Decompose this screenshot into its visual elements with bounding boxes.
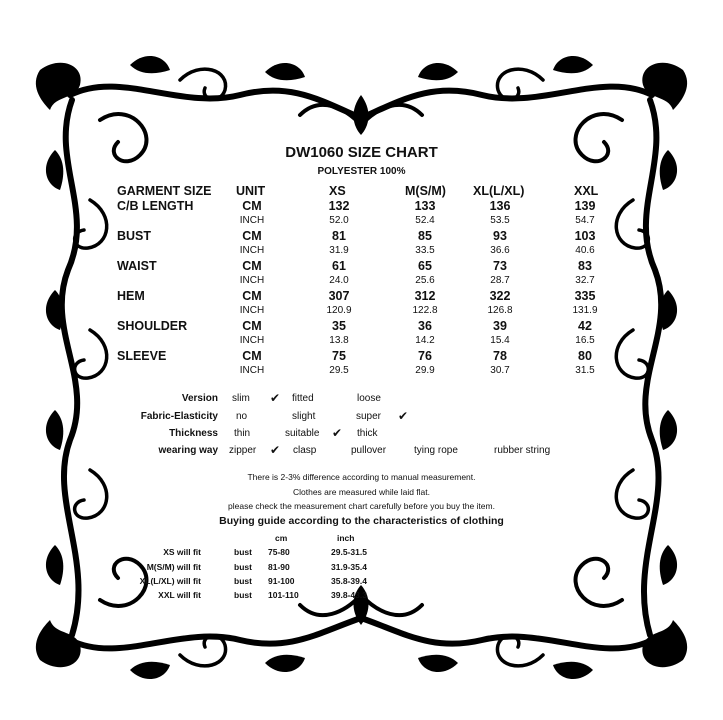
unit-cm: CM: [242, 199, 262, 213]
cm-value: 103: [574, 229, 596, 243]
inch-value: 13.8: [329, 335, 349, 346]
unit-cm: CM: [242, 349, 262, 363]
check-icon: ✔: [270, 391, 281, 405]
unit-cm: CM: [242, 289, 262, 303]
feature-option: no: [236, 411, 248, 422]
feature-label: Fabric-Elasticity: [140, 411, 218, 422]
inch-value: 16.5: [575, 335, 595, 346]
unit-inch: INCH: [239, 305, 265, 316]
inch-value: 29.9: [415, 365, 435, 376]
unit-cm: CM: [242, 259, 262, 273]
guide-inch-range: 29.5-31.5: [331, 547, 367, 557]
feature-label: Thickness: [169, 428, 218, 439]
feature-option: slight: [292, 411, 316, 422]
feature-option: loose: [357, 393, 381, 404]
unit-cm: CM: [242, 229, 262, 243]
feature-option: thin: [234, 428, 251, 439]
inch-value: 25.6: [415, 275, 435, 286]
feature-option: super: [356, 411, 382, 422]
cm-value: 42: [578, 319, 592, 333]
feature-option: clasp: [293, 445, 317, 456]
feature-option: fitted: [292, 393, 314, 404]
material-subtitle: POLYESTER 100%: [317, 166, 406, 177]
cm-value: 83: [578, 259, 592, 273]
cm-value: 307: [328, 289, 350, 303]
unit-inch: INCH: [239, 335, 265, 346]
inch-value: 52.0: [329, 215, 349, 226]
cm-value: 65: [418, 259, 432, 273]
guide-size-label: XL(L/XL) will fit: [139, 576, 201, 586]
cm-value: 322: [489, 289, 511, 303]
chart-title: DW1060 SIZE CHART: [285, 144, 438, 161]
inch-value: 126.8: [487, 305, 513, 316]
cm-value: 35: [332, 319, 346, 333]
cm-value: 139: [574, 199, 596, 213]
guide-col-cm: cm: [275, 533, 288, 543]
cm-value: 78: [493, 349, 507, 363]
feature-option: suitable: [285, 428, 320, 439]
inch-value: 29.5: [329, 365, 349, 376]
table-header: UNIT: [236, 184, 266, 198]
check-icon: ✔: [270, 443, 281, 457]
inch-value: 24.0: [329, 275, 349, 286]
guide-part: bust: [234, 547, 252, 557]
check-icon: ✔: [398, 409, 409, 423]
measurement-label: SHOULDER: [117, 319, 188, 333]
guide-inch-range: 39.8-43.3: [331, 590, 367, 600]
table-header: XL(L/XL): [473, 184, 525, 198]
inch-value: 15.4: [490, 335, 510, 346]
guide-part: bust: [234, 562, 252, 572]
cm-value: 132: [328, 199, 350, 213]
inch-value: 131.9: [572, 305, 598, 316]
cm-value: 61: [332, 259, 346, 273]
cm-value: 81: [332, 229, 346, 243]
cm-value: 39: [493, 319, 507, 333]
guide-cm-range: 81-90: [268, 562, 290, 572]
unit-inch: INCH: [239, 365, 265, 376]
cm-value: 75: [332, 349, 346, 363]
feature-label: wearing way: [158, 445, 218, 456]
cm-value: 133: [414, 199, 436, 213]
unit-inch: INCH: [239, 275, 265, 286]
guide-part: bust: [234, 590, 252, 600]
inch-value: 30.7: [490, 365, 510, 376]
cm-value: 36: [418, 319, 432, 333]
cm-value: 73: [493, 259, 507, 273]
feature-label: Version: [181, 393, 218, 404]
feature-option: tying rope: [414, 445, 458, 456]
guide-inch-range: 31.9-35.4: [331, 562, 367, 572]
feature-option: slim: [232, 393, 250, 404]
guide-size-label: XXL will fit: [158, 590, 201, 600]
unit-cm: CM: [242, 319, 262, 333]
inch-value: 31.9: [329, 245, 349, 256]
cm-value: 335: [574, 289, 596, 303]
guide-cm-range: 101-110: [268, 590, 299, 600]
table-header: GARMENT SIZE: [117, 184, 212, 198]
measurement-label: BUST: [117, 229, 152, 243]
inch-value: 54.7: [575, 215, 595, 226]
feature-option: zipper: [229, 445, 257, 456]
guide-col-inch: inch: [337, 533, 355, 543]
guide-size-label: M(S/M) will fit: [146, 562, 201, 572]
measurement-label: C/B LENGTH: [117, 199, 194, 213]
cm-value: 93: [493, 229, 507, 243]
guide-inch-range: 35.8-39.4: [331, 576, 367, 586]
cm-value: 136: [489, 199, 511, 213]
buying-guide-title: Buying guide according to the characteristics of clothing: [219, 515, 504, 527]
unit-inch: INCH: [239, 215, 265, 226]
guide-cm-range: 75-80: [268, 547, 290, 557]
guide-size-label: XS will fit: [163, 547, 201, 557]
inch-value: 14.2: [415, 335, 435, 346]
inch-value: 40.6: [575, 245, 595, 256]
feature-option: rubber string: [494, 445, 551, 456]
check-icon: ✔: [332, 426, 343, 440]
cm-value: 76: [418, 349, 432, 363]
note-check-chart: please check the measurement chart carefully before you buy the item.: [228, 501, 495, 511]
note-difference: There is 2-3% difference according to manual measurement.: [247, 472, 476, 482]
inch-value: 33.5: [415, 245, 435, 256]
table-header: XS: [329, 184, 346, 198]
feature-option: thick: [357, 428, 378, 439]
table-header: M(S/M): [405, 184, 446, 198]
inch-value: 52.4: [415, 215, 435, 226]
cm-value: 80: [578, 349, 592, 363]
inch-value: 53.5: [490, 215, 510, 226]
table-header: XXL: [574, 184, 599, 198]
measurement-label: WAIST: [117, 259, 157, 273]
inch-value: 31.5: [575, 365, 595, 376]
measurement-label: SLEEVE: [117, 349, 167, 363]
guide-cm-range: 91-100: [268, 576, 295, 586]
measurement-label: HEM: [117, 289, 145, 303]
cm-value: 312: [414, 289, 436, 303]
unit-inch: INCH: [239, 245, 265, 256]
inch-value: 120.9: [326, 305, 352, 316]
inch-value: 36.6: [490, 245, 510, 256]
inch-value: 122.8: [412, 305, 438, 316]
cm-value: 85: [418, 229, 432, 243]
feature-option: pullover: [351, 445, 387, 456]
inch-value: 32.7: [575, 275, 595, 286]
guide-part: bust: [234, 576, 252, 586]
note-laid-flat: Clothes are measured while laid flat.: [292, 487, 430, 497]
inch-value: 28.7: [490, 275, 510, 286]
